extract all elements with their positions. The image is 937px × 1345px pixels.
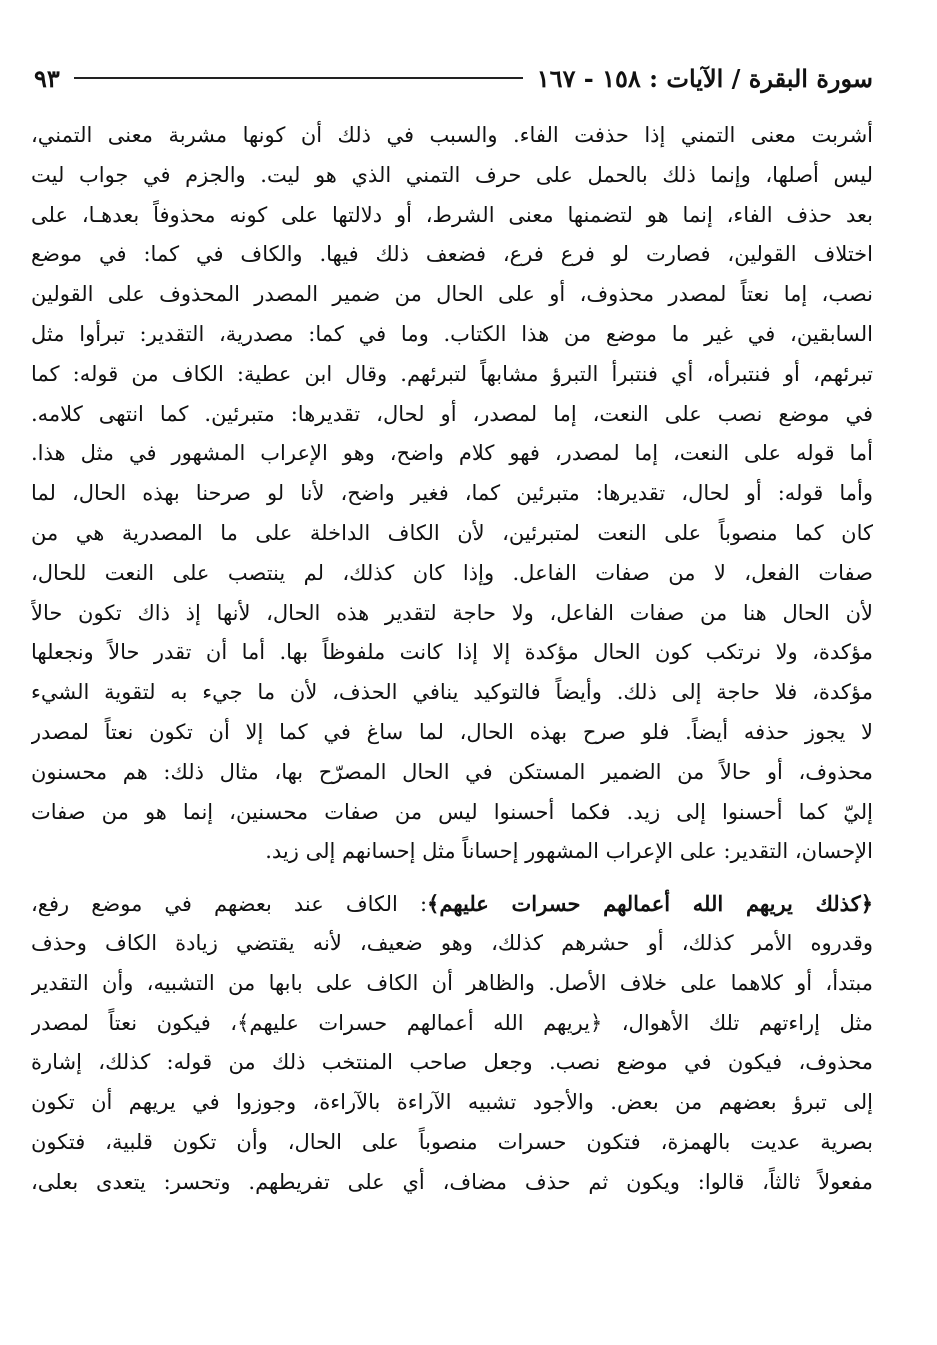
text-line: وأما قوله: أو لحال، تقديرها: متبرئين كما، فغير واضح، لأنا لو صرحنا بهذه الحال، لما [31, 481, 873, 506]
paragraph-2 [31, 884, 873, 1202]
paragraph-gap [31, 872, 873, 884]
text-line: مثل إراءتهم تلك الأهوال، ﴿يريهم الله أعمالهم حسرات عليهم﴾، فيكون نعتاً لمصدر [31, 1010, 873, 1035]
text-line: لأن الحال هنا من صفات الفاعل، ولا حاجة لتقدير هذه الحال، لأنها إذ ذاك تكون حالاً [31, 600, 873, 625]
text-line: لا يجوز حذفه أيضاً. فلو صرح بهذه الحال، لما ساغ في كما إلا أن تكون نعتاً لمصدر [31, 719, 873, 744]
text-line: ليس أصلها، وإنما ذلك بالحمل على حرف التمني الذي هو ليت. والجزم في جواب ليت [31, 162, 873, 187]
page-number: ٩٣ [34, 63, 60, 93]
quran-verse: ﴿كذلك يريهم الله أعمالهم حسرات عليهم﴾ [427, 891, 873, 917]
text-line: في موضع نصب على النعت، إما لمصدر، أو لحال، تقديرها: متبرئين. كما انتهى كلامه. [31, 401, 873, 426]
paragraph-1 [31, 116, 873, 872]
text-line: مبتدأ، أو كلاهما على خلاف الأصل. والظاهر أن الكاف على بابها من التشبيه، وأن التقدير [31, 970, 873, 995]
running-header [34, 58, 873, 98]
text-line: الإحسان، التقدير: على الإعراب المشهور إحساناً مثل إحسانهم إلى زيد. [265, 839, 873, 864]
verse-commentary: : الكاف عند بعضهم في موضع رفع، [31, 892, 428, 917]
text-line: تبرئهم، أو فنتبرأه، أي فنتبرأ التبرؤ مشابهاً لتبرئهم. وقال ابن عطية: الكاف من قوله: كما [31, 361, 873, 386]
running-title: سورة البقرة / الآيات : ١٥٨ - ١٦٧ [536, 63, 873, 93]
text-line: اختلاف القولين، فصارت لو فرع فرع، فضعف ذلك فيها. والكاف في كما: في موضع [31, 242, 873, 267]
text-line: إلى تبرؤ بعضهم من بعض. والأجود تشبيه الآراءة بالآراءة، وجوزوا في يريهم أن تكون [31, 1090, 873, 1115]
text-line: نصب، إما نعتاً لمصدر محذوف، أو على الحال من ضمير المصدر المحذوف على القولين [31, 282, 873, 307]
text-line: بصرية عديت بالهمزة، فتكون حسرات منصوباً على الحال، وأن تكون قلبية، فتكون [31, 1129, 873, 1154]
verse-line [31, 884, 873, 924]
text-line: أما قوله على النعت، إما لمصدر، فهو كلام واضح، وهو الإعراب المشهور في مثل هذا. [31, 441, 873, 466]
text-line: مؤكدة، ولا نرتكب كون الحال مؤكدة إلا إذا كانت ملفوظاً بها. أما أن تقدر حالاً ونجعلها [31, 640, 873, 665]
text-line: وقدروه الأمر كذلك، أو حشرهم كذلك، وهو ضعيف، لأنه يقتضي زيادة الكاف وحذف [31, 930, 873, 955]
text-line: محذوف، أو حالاً من الضمير المستكن في الحال المصرّح بها، مثال ذلك: هم محسنون [31, 759, 873, 784]
text-line: السابقين، في غير ما موضع من هذا الكتاب. وما في كما: مصدرية، التقدير: تبرأوا مثل [31, 321, 873, 346]
body-text [31, 116, 873, 1203]
text-line: مؤكدة، فلا حاجة إلى ذلك. وأيضاً فالتوكيد ينافي الحذف، لأن ما جيء به لتقوية الشيء [31, 680, 873, 705]
header-rule [74, 77, 523, 79]
text-line: كان كما منصوباً على النعت لمتبرئين، لأن الكاف الداخلة على ما المصدرية هي من [31, 520, 873, 545]
text-line: صفات الفعل، لا من صفات الفاعل. وإذا كان كذلك، لم ينتصب على النعت للحال، [31, 560, 873, 585]
text-line: أشربت معنى التمني إذا حذفت الفاء. والسبب في ذلك أن كونها مشربة معنى التمني، [31, 123, 873, 147]
text-line: بعد حذف الفاء، إنما هو لتضمنها معنى الشرط، أو دلالتها على كونه محذوفاً بعدهـا، على [31, 202, 873, 227]
text-line: محذوف، فيكون في موضع نصب. وجعل صاحب المنتخب ذلك من قوله: كذلك، إشارة [31, 1050, 873, 1075]
text-line: إليّ كما أحسنوا إلى زيد. فكما أحسنوا ليس من صفات محسنين، إنما هو من صفات [31, 799, 873, 824]
text-line: مفعولاً ثالثاً، قالوا: ويكون ثم حذف مضاف، أي على تفريطهم. وتحسر: يتعدى بعلى، [31, 1169, 873, 1194]
